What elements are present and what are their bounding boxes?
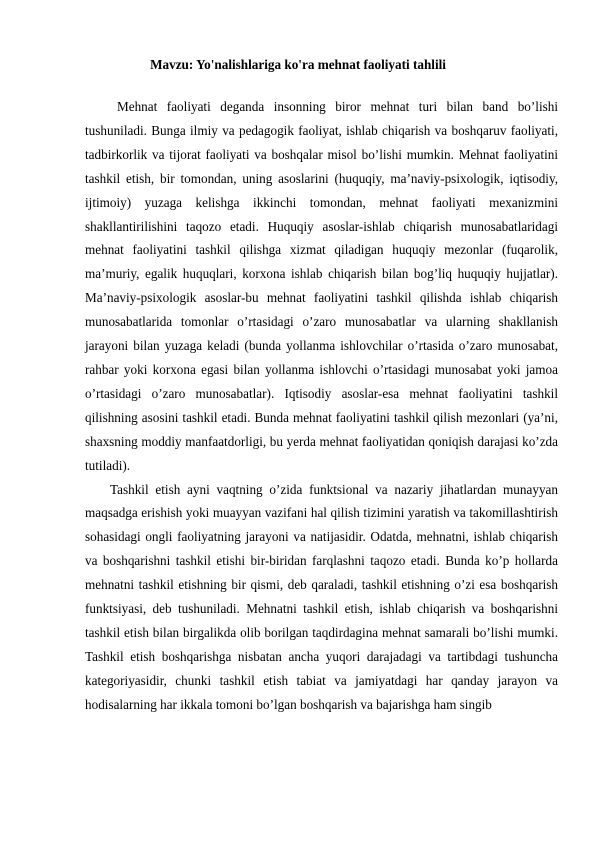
document-title: Mavzu: Yo'nalishlariga ko'ra mehnat faoliyati tahlili [150, 57, 446, 72]
document-body [85, 95, 558, 717]
paragraph-mehnat-faoliyati: Mehnat faoliyati deganda insonning biror mehnat turi bilan band bo’lishi tushuniladi. Bunga ilmiy va pedagogik faoliyat, ishlab chiqarish va boshqaruv faoliyati, tadbirkorlik va tijorat faoliyati va boshqalar misol bo’lishi mumkin. Mehnat faoliyatini tashkil etish, bir tomondan, uning asoslarini (huquqiy, ma’naviy-psixologik, iqtisodiy, ijtimoiy) yuzaga kelishga ikkinchi tomondan, mehnat faoliyati mexanizmini shakllantirilishini taqozo etadi. Huquqiy asoslar-ishlab chiqarish munosabatlaridagi mehnat faoliyatini tashkil qilishga xizmat qiladigan huquqiy mezonlar (fuqarolik, ma’muriy, egalik huquqlari, korxona ishlab chiqarish bilan bog’liq huquqiy hujjatlar). Ma’naviy-psixologik asoslar-bu mehnat faoliyatini tashkil qilishda ishlab chiqarish munosabatlarida tomonlar o’rtasidagi o’zaro munosabatlar va ularning shakllanish jarayoni bilan yuzaga keladi (bunda yollanma ishlovchilar o’rtasida o’zaro munosabat, rahbar yoki korxona egasi bilan yollanma ishlovchi o’rtasidagi munosabat yoki jamoa o’rtasidagi o’zaro munosabatlar). Iqtisodiy asoslar-esa mehnat faoliyatini tashkil qilishning asosini tashkil etadi. Bunda mehnat faoliyatini tashkil qilish mezonlari (ya’ni, shaxsning moddiy manfaatdorligi, bu yerda mehnat faoliyatidan qoniqish darajasi ko’zda tutiladi). [85, 99, 558, 473]
paragraph-tashkil-etish: Tashkil etish ayni vaqtning o’zida funktsional va nazariy jihatlardan munayyan maqsadga erishish yoki muayyan vazifani hal qilish tizimini yaratish va takomillashtirish sohasidagi ongli faoliyatning jarayoni va natijasidir. Odatda, mehnatni, ishlab chiqarish va boshqarishni tashkil etishi bir-biridan farqlashni taqozo etadi. Bunda ko’p hollarda mehnatni tashkil etishning bir qismi, deb qaraladi, tashkil etishning o’zi esa boshqarish funktsiyasi, deb tushuniladi. Mehnatni tashkil etish, ishlab chiqarish va boshqarishni tashkil etish bilan birgalikda olib borilgan taqdirdagina mehnat samarali bo’lishi mumki. Tashkil etish boshqarishga nisbatan ancha yuqori darajadagi va tartibdagi tushuncha kategoriyasidir, chunki tashkil etish tabiat va jamiyatdagi har qanday jarayon va hodisalarning har ikkala tomoni bo’lgan boshqarish va bajarishga ham singib [85, 481, 558, 712]
